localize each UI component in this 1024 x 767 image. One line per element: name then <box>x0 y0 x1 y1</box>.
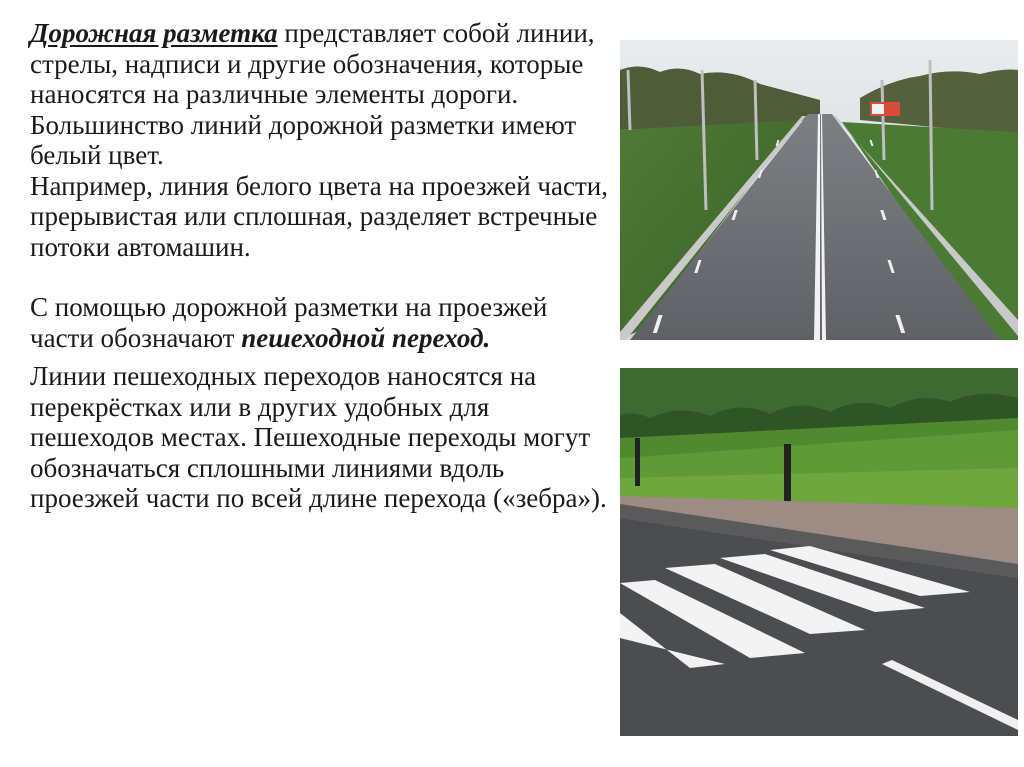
road-photo <box>620 40 1018 340</box>
definition-text: представляет собой линии, стрелы, надписи и другие обозначения, которые наносятся на различные элементы дороги. Большинство линий дорожной разметки имеют белый цвет. <box>30 18 595 170</box>
term-pedestrian-crossing: пешеходной переход. <box>241 322 491 353</box>
paragraph-example <box>30 171 615 263</box>
text-column <box>30 18 615 514</box>
zebra-crossing-photo <box>620 368 1018 736</box>
paragraph-crossing-intro <box>30 292 615 353</box>
crossing-lines-text: Линии пешеходных переходов наносятся на перекрёстках или в других удобных для пешеходов местах. Пешеходные переходы могут обозначаться сплошными линиями вдоль проезжей части по всей длине перехода («зебра»). <box>30 361 607 513</box>
term-road-marking: Дорожная разметка <box>30 18 278 48</box>
crossing-intro-text: С помощью дорожной разметки на проезжей части обозначают <box>30 292 548 353</box>
paragraph-crossing-lines <box>30 361 615 514</box>
example-text: Например, линия белого цвета на проезжей части, прерывистая или сплошная, разделяет встречные потоки автомашин. <box>30 170 608 262</box>
paragraph-road-marking-definition <box>30 18 615 171</box>
